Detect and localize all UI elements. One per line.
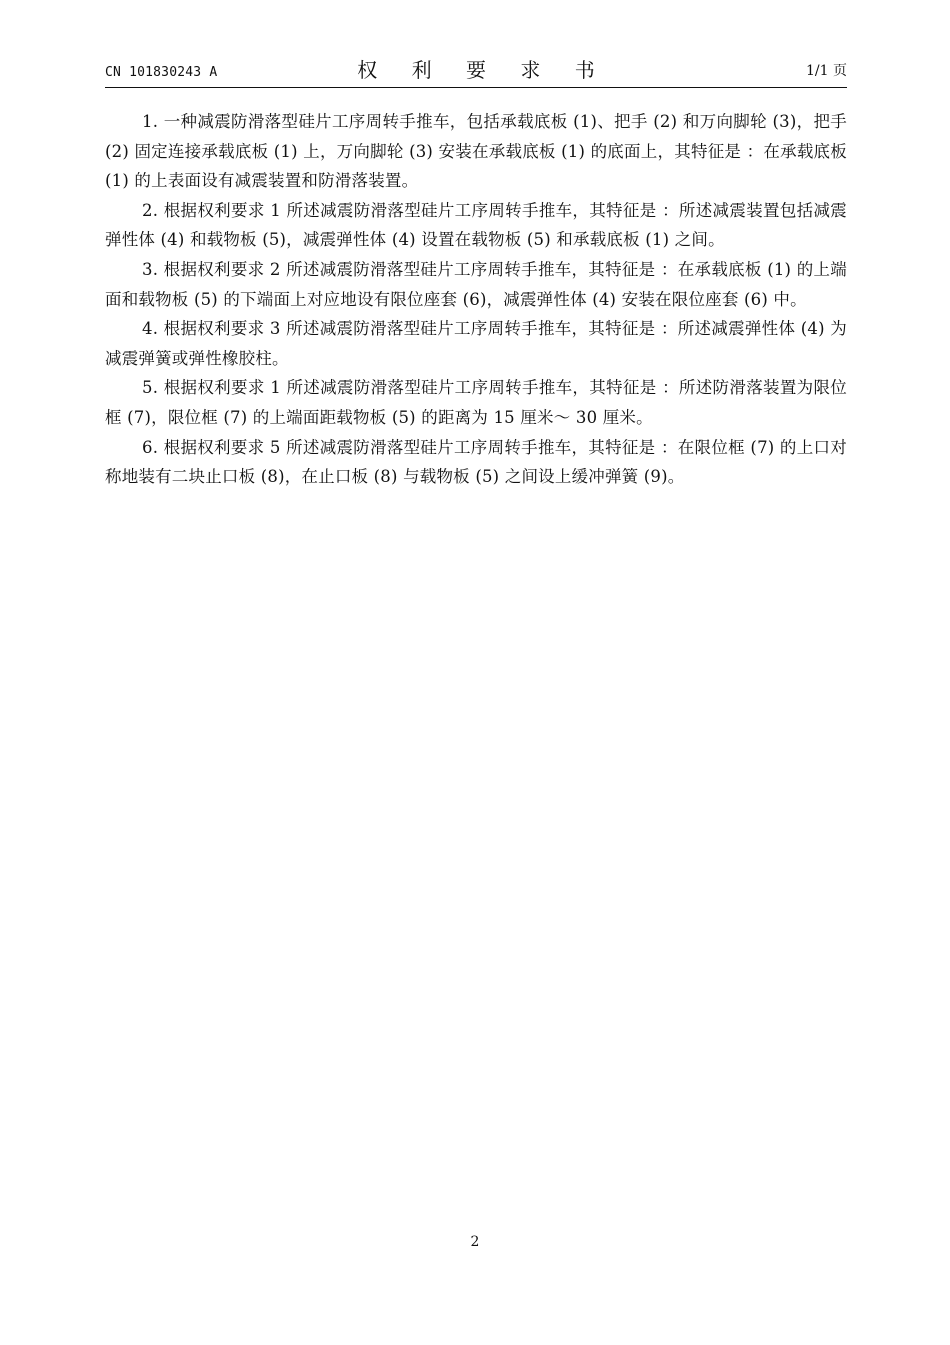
publication-number: CN 101830243 A bbox=[105, 65, 218, 80]
header-divider bbox=[105, 87, 847, 88]
claims-body bbox=[105, 107, 847, 492]
claim-1: 1. 一种减震防滑落型硅片工序周转手推车，包括承载底板 (1)、把手 (2) 和万向脚轮 (3)，把手 (2) 固定连接承载底板 (1) 上，万向脚轮 (3) 安装在承载底板 (1) 的底面上，其特征是 ：在承载底板 (1) 的上表面设有减震装置和防滑落装置。 bbox=[105, 112, 847, 191]
claim-3: 3. 根据权利要求 2 所述减震防滑落型硅片工序周转手推车，其特征是 ：在承载底板 (1) 的上端面和载物板 (5) 的下端面上对应地设有限位座套 (6)，减震弹性体 (4) 安装在限位座套 (6) 中。 bbox=[105, 259, 847, 309]
claim-2: 2. 根据权利要求 1 所述减震防滑落型硅片工序周转手推车，其特征是 ：所述减震装置包括减震弹性体 (4) 和载物板 (5)，减震弹性体 (4) 设置在载物板 (5) 和承载底板 (1) 之间。 bbox=[105, 200, 847, 250]
document-title: 权 利 要 求 书 bbox=[357, 58, 609, 82]
page-header bbox=[105, 54, 847, 86]
claim-4: 4. 根据权利要求 3 所述减震防滑落型硅片工序周转手推车，其特征是 ：所述减震弹性体 (4) 为减震弹簧或弹性橡胶柱。 bbox=[105, 319, 847, 368]
claim-5: 5. 根据权利要求 1 所述减震防滑落型硅片工序周转手推车，其特征是 ：所述防滑落装置为限位框 (7)，限位框 (7) 的上端面距载物板 (5) 的距离为 15 厘米～ 30 厘米。 bbox=[105, 378, 847, 427]
page-count: 1/1 页 bbox=[806, 63, 847, 79]
claim-6: 6. 根据权利要求 5 所述减震防滑落型硅片工序周转手推车，其特征是 ：在限位框 (7) 的上口对称地装有二块止口板 (8)，在止口板 (8) 与载物板 (5) 之间设上缓冲弹簧 (9)。 bbox=[105, 437, 847, 487]
page-number: 2 bbox=[470, 1234, 480, 1250]
